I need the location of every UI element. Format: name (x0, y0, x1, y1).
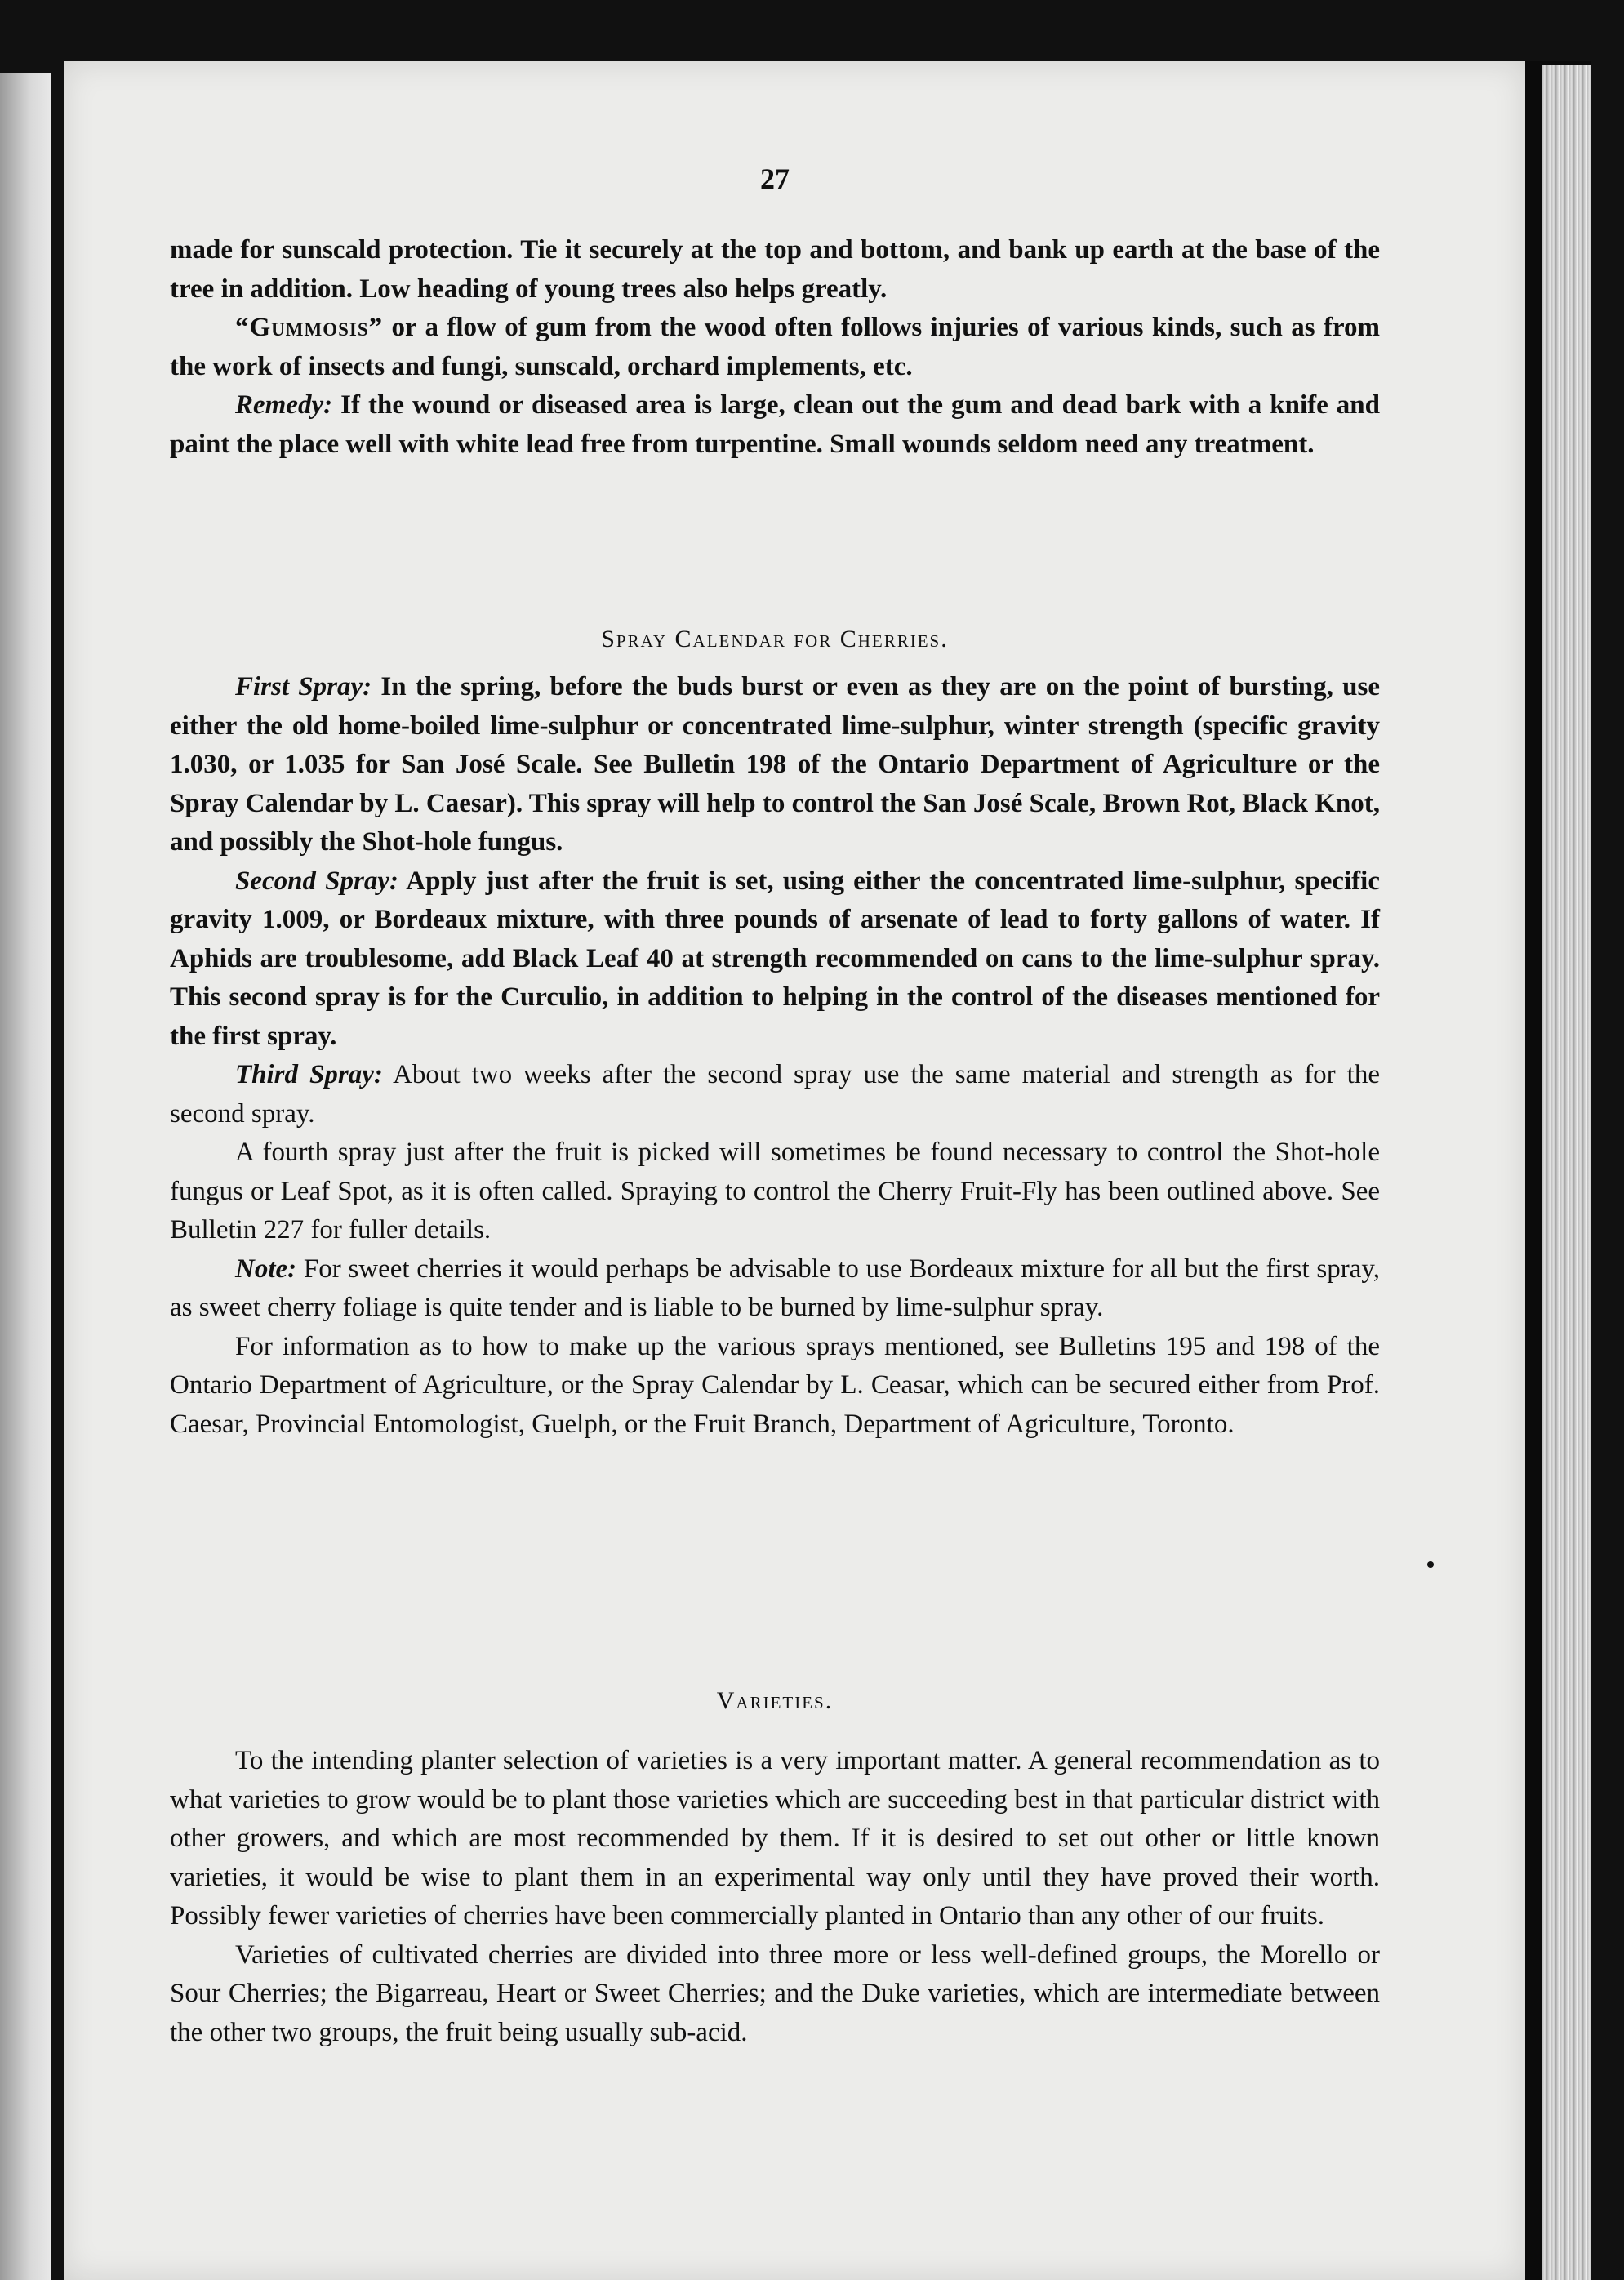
scan-speck (1427, 1561, 1434, 1568)
first-spray-paragraph (170, 668, 1380, 862)
remedy-text: If the wound or diseased area is large, clean out the gum and dead bark with a knife and paint the place well with white lead free from turpentine. Small wounds seldom need any treatment. (170, 390, 1380, 459)
scan-right-border (1591, 0, 1624, 2280)
third-spray-text: About two weeks after the second spray use the same material and strength as for the second spray. (170, 1060, 1380, 1129)
second-spray-lead: Second Spray: (235, 866, 398, 896)
sunscald-paragraph: made for sunscald protection. Tie it securely at the top and bottom, and bank up earth at the base of the tree in addition. Low heading of young trees also helps greatly. (170, 235, 1380, 304)
facing-page-edge (0, 73, 51, 2280)
first-spray-text: In the spring, before the buds burst or even as they are on the point of bursting, use either the old home-boiled lime-sulphur or concentrated lime-sulphur, winter strength (specific gravity 1.030, or 1.035 for San José Scale. See Bulletin 198 of the Ontario Department of Agriculture or the Spray Calendar by L. Caesar). This spray will help to control the San José Scale, Brown Rot, Black Knot, and possibly the Shot-hole fungus. (170, 672, 1380, 857)
remedy-paragraph (170, 386, 1380, 464)
gummosis-text: or a flow of gum from the wood often follows injuries of various kinds, such as from the work of insects and fungi, sunscald, orchard implements, etc. (170, 313, 1380, 381)
varieties-paragraph-1: To the intending planter selection of varieties is a very important matter. A general recommendation as to what varieties to grow would be to plant those varieties which are succeeding best in that particular district with other growers, and which are most recommended by them. If it is desired to set out other or little known varieties, it would be wise to plant them in an experimental way only until they have proved their worth. Possibly fewer varieties of cherries have been commercially planted in Ontario than any other of our fruits. (170, 1746, 1380, 1930)
second-spray-paragraph (170, 862, 1380, 1057)
page-number: 27 (760, 163, 790, 195)
note-paragraph (170, 1250, 1380, 1328)
third-spray-paragraph (170, 1056, 1380, 1133)
remedy-lead: Remedy: (235, 390, 333, 420)
note-text: For sweet cherries it would perhaps be advisable to use Bordeaux mixture for all but the first spray, as sweet cherry foliage is quite tender and is liable to be burned by lime-sulphur spray. (170, 1254, 1380, 1322)
varieties-paragraph-2: Varieties of cultivated cherries are divided into three more or less well-defined groups, the Morello or Sour Cherries; the Bigarreau, Heart or Sweet Cherries; and the Duke varieties, which are intermediate between the other two groups, the fruit being usually sub-acid. (170, 1939, 1380, 2047)
spray-info-paragraph: For information as to how to make up the various sprays mentioned, see Bulletins 195 and 198 of the Ontario Department of Agriculture, or the Spray Calendar by L. Ceasar, which can be secured either from Prof. Caesar, Provincial Entomologist, Guelph, or the Fruit Branch, Department of Agriculture, Toronto. (170, 1331, 1380, 1439)
scan-top-border (0, 0, 1624, 61)
gummosis-paragraph (170, 309, 1380, 386)
varieties-heading: Varieties. (716, 1687, 834, 1714)
gummosis-term: “Gummosis” (235, 313, 384, 342)
fourth-spray-paragraph: A fourth spray just after the fruit is picked will sometimes be found necessary to control the Shot-hole fungus or Leaf Spot, as it is often called. Spraying to control the Cherry Fruit-Fly has been outlined above. See Bulletin 227 for fuller details. (170, 1138, 1380, 1245)
note-lead: Note: (235, 1254, 297, 1284)
second-spray-text: Apply just after the fruit is set, using either the concentrated lime-sulphur, specific gravity 1.009, or Bordeaux mixture, with three pounds of arsenate of lead to forty gallons of water. If Aphids are troublesome, add Black Leaf 40 at strength recommended on cans to the lime-sulphur spray. This second spray is for the Curculio, in addition to helping in the control of the diseases mentioned for the first spray. (170, 866, 1380, 1051)
spray-calendar-heading: Spray Calendar for Cherries. (601, 626, 949, 652)
intro-section (170, 231, 1380, 464)
first-spray-lead: First Spray: (235, 672, 372, 701)
third-spray-lead: Third Spray: (235, 1060, 383, 1089)
varieties-section (170, 1742, 1380, 2052)
spray-calendar-section (170, 668, 1380, 1444)
